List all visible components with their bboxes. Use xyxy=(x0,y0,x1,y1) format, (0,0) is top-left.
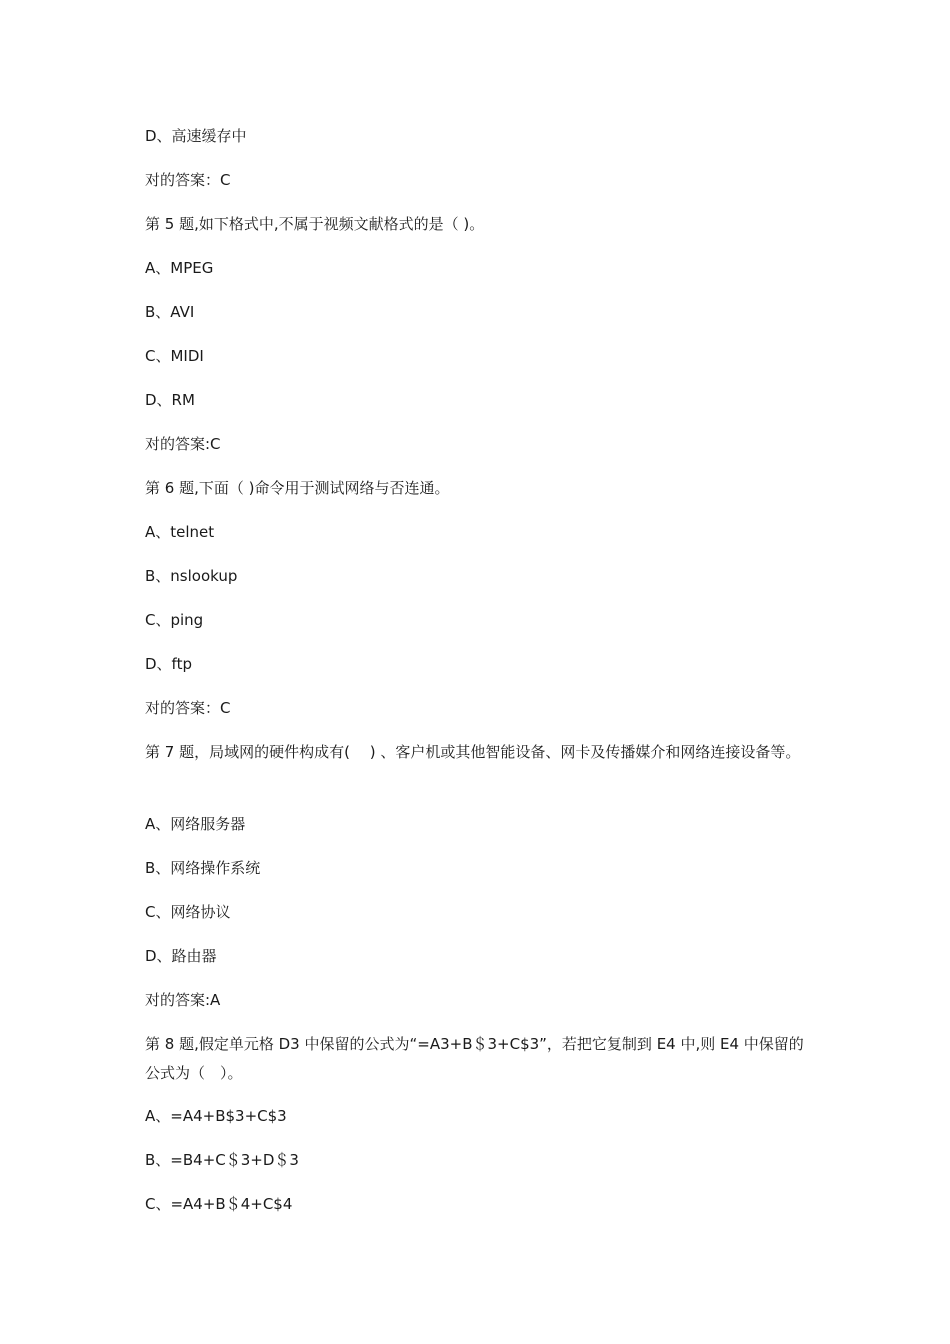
option-d-q5: D、RM xyxy=(145,391,195,409)
option-a-q8: A、=A4+B$3+C$3 xyxy=(145,1107,287,1125)
option-d-q4: D、高速缓存中 xyxy=(145,127,247,145)
option-a-q7: A、网络服务器 xyxy=(145,815,246,833)
question-7: 第 7 题，局域网的硬件构成有( ) 、客户机或其他智能设备、网卡及传播媒介和网络连接设备等。 xyxy=(145,743,801,761)
option-d-q7: D、路由器 xyxy=(145,947,217,965)
option-b-q6: B、nslookup xyxy=(145,567,238,585)
option-b-q5: B、AVI xyxy=(145,303,195,321)
option-c-q8: C、=A4+B＄4+C$4 xyxy=(145,1195,293,1213)
option-d-q6: D、ftp xyxy=(145,655,192,673)
question-6: 第 6 题,下面（ )命令用于测试网络与否连通。 xyxy=(145,479,450,497)
option-b-q7: B、网络操作系统 xyxy=(145,859,261,877)
option-a-q5: A、MPEG xyxy=(145,259,214,277)
option-a-q6: A、telnet xyxy=(145,523,215,541)
answer-q5: 对的答案:C xyxy=(145,435,221,453)
option-c-q7: C、网络协议 xyxy=(145,903,231,921)
option-c-q5: C、MIDI xyxy=(145,347,204,365)
answer-q6: 对的答案：C xyxy=(145,699,231,717)
option-b-q8: B、=B4+C＄3+D＄3 xyxy=(145,1151,299,1169)
option-c-q6: C、ping xyxy=(145,611,204,629)
answer-q7: 对的答案:A xyxy=(145,991,221,1009)
question-5: 第 5 题,如下格式中,不属于视频文献格式的是（ )。 xyxy=(145,215,485,233)
answer-q4: 对的答案：C xyxy=(145,171,231,189)
question-8: 第 8 题,假定单元格 D3 中保留的公式为“=A3+B＄3+C$3”，若把它复制到 E4 中,则 E4 中保留的公式为（ ）。 xyxy=(145,1035,804,1082)
